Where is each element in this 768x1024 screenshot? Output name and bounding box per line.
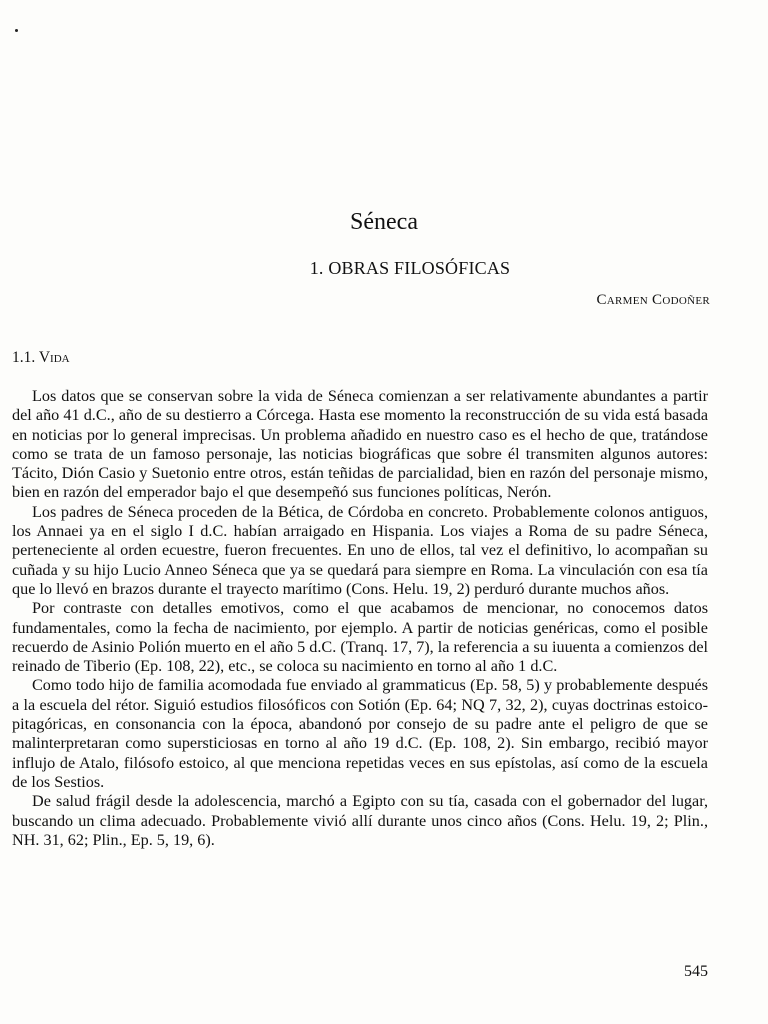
paragraph: Los datos que se conservan sobre la vida de Séneca comienzan a ser relativamente abundantes a partir del año 41 d.C., año de su destierro a Córcega. Hasta ese momento la reconstrucción de su vida está basada en noticias por lo general imprecisas. Un problema añadido en nuestro caso es el hecho de que, tratándose como se trata de un famoso personaje, las noticias biográficas que sobre él transmiten algunos autores: Tácito, Dión Casio y Suetonio entre otros, están teñidas de parcialidad, bien en razón del personaje mismo, bien en razón del emperador bajo el que desempeñó sus funciones políticas, Nerón.: [12, 387, 708, 502]
body-text: [12, 387, 708, 850]
page-number: 545: [684, 963, 708, 980]
chapter-title: Séneca: [350, 209, 418, 235]
paragraph: Los padres de Séneca proceden de la Bética, de Córdoba en concreto. Probablemente colonos antiguos, los Annaei ya en el siglo I d.C. habían arraigado en Hispania. Los viajes a Roma de su padre Séneca, perteneciente al orden ecuestre, fueron frecuentes. En uno de ellos, tal vez el definitivo, lo acompañan su cuñada y su hijo Lucio Anneo Séneca que ya se quedará para siempre en Roma. La vinculación con esa tía que lo llevó en brazos durante el trayecto marítimo (Cons. Helu. 19, 2) perduró durante muchos años.: [12, 502, 708, 598]
subsection-heading: 1.1. Vida: [12, 349, 70, 366]
section-subtitle: 1. OBRAS FILOSÓFICAS: [309, 258, 511, 278]
paragraph: De salud frágil desde la adolescencia, marchó a Egipto con su tía, casada con el gobernador del lugar, buscando un clima adecuado. Probablemente vivió allí durante unos cinco años (Cons. Helu. 19, 2; Plin., NH. 31, 62; Plin., Ep. 5, 19, 6).: [12, 792, 708, 849]
author-name: Carmen Codoñer: [596, 292, 710, 308]
paragraph: Como todo hijo de familia acomodada fue enviado al grammaticus (Ep. 58, 5) y probablemente después a la escuela del rétor. Siguió estudios filosóficos con Sotión (Ep. 64; NQ 7, 32, 2), cuyas doctrinas estoico-pitagóricas, en consonancia con la época, abandonó por consejo de su padre ante el peligro de que se malinterpretaran como supersticiosas en torno al año 19 d.C. (Ep. 108, 2). Sin embargo, recibió mayor influjo de Atalo, filósofo estoico, al que menciona repetidas veces en sus epístolas, así como de la escuela de los Sestios.: [12, 676, 708, 791]
paragraph: Por contraste con detalles emotivos, como el que acabamos de mencionar, no conocemos datos fundamentales, como la fecha de nacimiento, por ejemplo. A partir de noticias genéricas, como el posible recuerdo de Asinio Polión muerto en el año 5 d.C. (Tranq. 17, 7), la referencia a su iuuenta a comienzos del reinado de Tiberio (Ep. 108, 22), etc., se coloca su nacimiento en torno al año 1 d.C.: [12, 599, 708, 676]
stray-mark: [15, 29, 18, 32]
